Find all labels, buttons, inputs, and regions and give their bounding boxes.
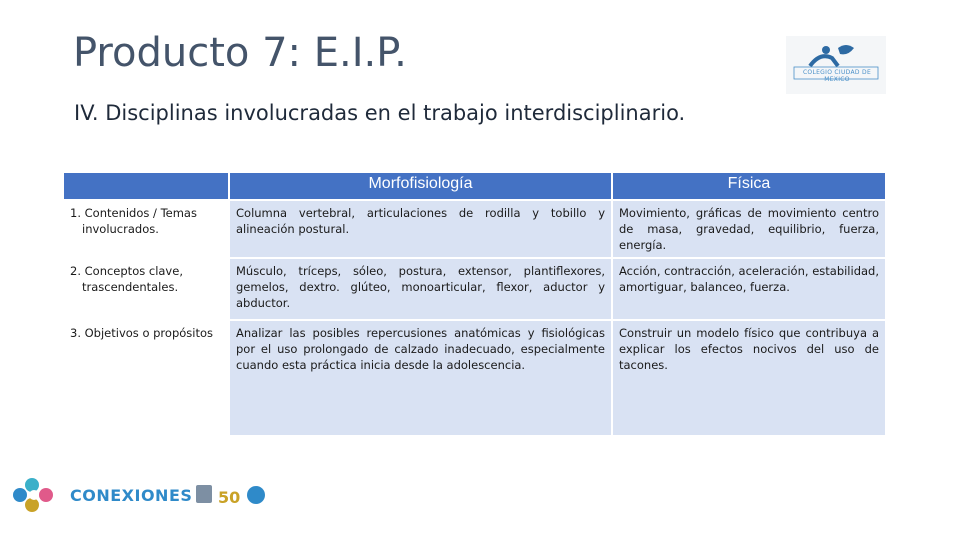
disciplines-table — [62, 171, 887, 437]
table-header-blank — [63, 172, 229, 200]
table-header-fisica: Física — [612, 172, 886, 200]
cell-morfofisiologia: Columna vertebral, articulaciones de rodilla y tobillo y alineación postural. — [229, 200, 612, 258]
footer-brand: CONEXIONES — [70, 486, 193, 505]
cell-morfofisiologia: Músculo, tríceps, sóleo, postura, extensor, plantiflexores, gemelos, dextro. glúteo, monoarticular, flexor, aductor y abductor. — [229, 258, 612, 320]
colegio-logo-text: COLEGIO CIUDAD DE MEXICO — [802, 69, 872, 83]
row-label-line1: 1. Contenidos / Temas — [70, 206, 197, 220]
table-row — [63, 320, 886, 436]
row-label — [63, 200, 229, 258]
cell-fisica: Movimiento, gráficas de movimiento centro de masa, gravedad, equilibrio, fuerza, energía. — [612, 200, 886, 258]
colegio-logo — [786, 36, 886, 94]
cell-fisica: Construir un modelo físico que contribuya a explicar los efectos nocivos del uso de tacones. — [612, 320, 886, 436]
colegio-logo-icon — [786, 36, 886, 94]
row-label-line2: trascendentales. — [82, 280, 179, 294]
cell-fisica: Acción, contracción, aceleración, estabilidad, amortiguar, balanceo, fuerza. — [612, 258, 886, 320]
table-row — [63, 200, 886, 258]
cell-morfofisiologia: Analizar las posibles repercusiones anatómicas y fisiológicas por el uso prolongado de calzado inadecuado, especialmente cuando esta práctica inicia desde la adolescencia. — [229, 320, 612, 436]
row-label-line1: 2. Conceptos clave, — [70, 264, 183, 278]
row-label-line1: 3. Objetivos o propósitos — [70, 326, 214, 340]
row-label — [63, 258, 229, 320]
table-header-row — [63, 172, 886, 200]
row-label — [63, 320, 229, 436]
table-header-morfofisiologia: Morfofisiología — [229, 172, 612, 200]
svg-text:50: 50 — [218, 488, 241, 507]
row-label-line2: involucrados. — [82, 222, 159, 236]
slide-subtitle: IV. Disciplinas involucradas en el trabajo interdisciplinario. — [74, 101, 686, 125]
slide-title: Producto 7: E.I.P. — [73, 30, 407, 76]
table-row — [63, 258, 886, 320]
